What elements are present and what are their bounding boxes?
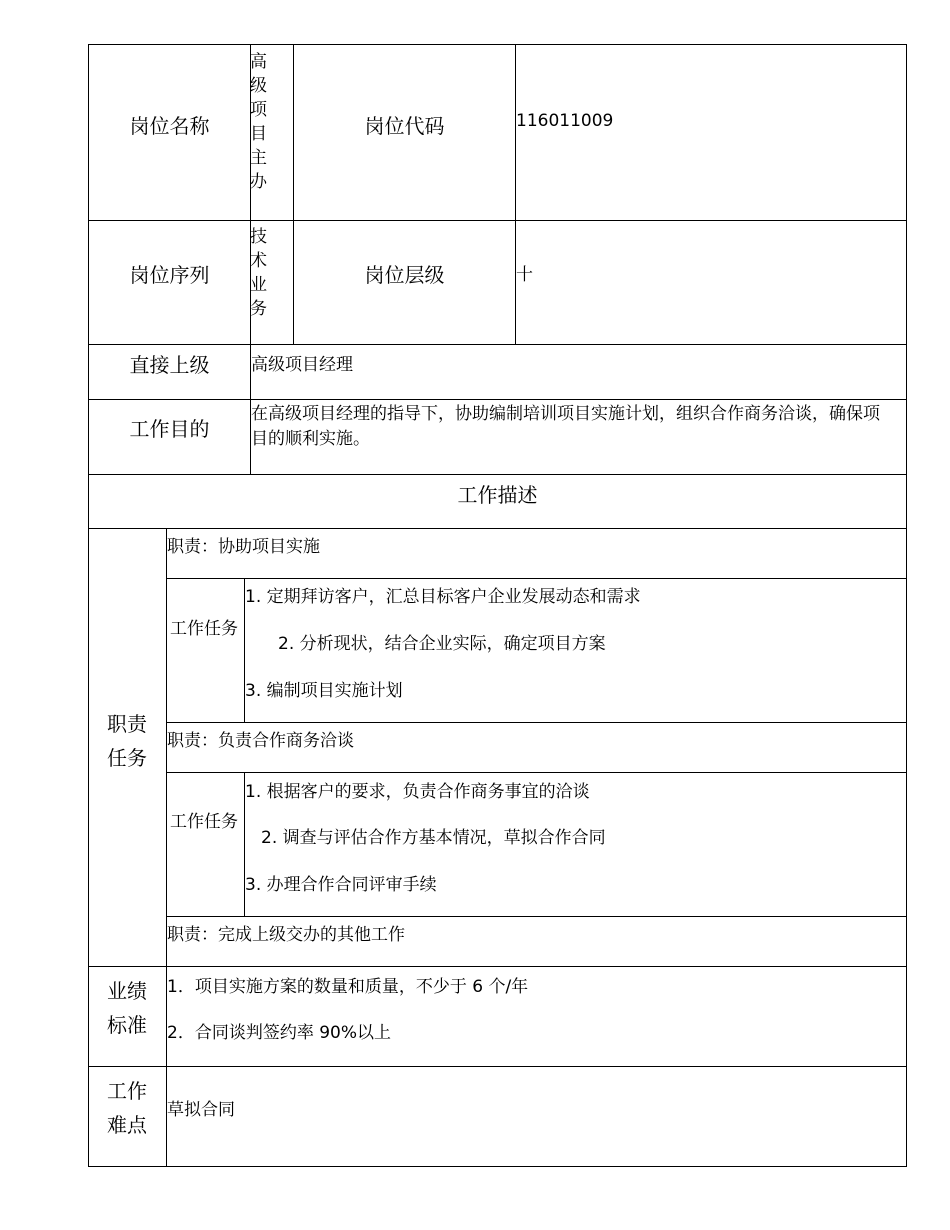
position-series-label: 岗位序列 (129, 263, 210, 287)
duty-1-title: 职责：协助项目实施 (167, 537, 320, 557)
position-name-label: 岗位名称 (129, 114, 210, 138)
duty-2-task-label: 工作任务 (170, 812, 238, 832)
position-name-value: 高级项目主办 (250, 52, 267, 192)
position-code-label: 岗位代码 (364, 114, 445, 138)
position-code-value-cell (515, 44, 907, 221)
purpose-value: 在高级项目经理的指导下，协助编制培训项目实施计划，组织合作商务洽谈，确保项目的顺利实施。 (251, 404, 880, 449)
duty-2-title: 职责：负责合作商务洽谈 (167, 731, 354, 751)
supervisor-label: 直接上级 (129, 353, 210, 377)
duty-1-task-3: 3. 编制项目实施计划 (245, 681, 403, 701)
supervisor-value: 高级项目经理 (251, 355, 353, 375)
difficulty-value: 草拟合同 (167, 1100, 235, 1120)
duty-3-title: 职责：完成上级交办的其他工作 (167, 925, 405, 945)
position-level-value: 十 (516, 265, 533, 285)
description-title: 工作描述 (457, 483, 538, 507)
position-level-label: 岗位层级 (364, 263, 445, 287)
duty-2-task-3: 3. 办理合作合同评审手续 (245, 875, 437, 895)
duty-1-task-2: 2. 分析现状，结合企业实际，确定项目方案 (278, 634, 606, 654)
duty-2-task-label-cell (166, 772, 245, 917)
position-series-value: 技术业务 (250, 227, 267, 319)
purpose-label: 工作目的 (129, 417, 210, 441)
duty-2-task-2: 2. 调查与评估合作方基本情况，草拟合作合同 (261, 828, 606, 848)
duty-1-task-1: 1. 定期拜访客户，汇总目标客户企业发展动态和需求 (245, 587, 641, 607)
performance-label: 业绩标准 (107, 979, 147, 1037)
difficulty-label: 工作难点 (107, 1079, 147, 1137)
position-level-value-cell (515, 220, 907, 345)
duties-label: 职责任务 (107, 712, 147, 770)
duty-2-task-1: 1. 根据客户的要求，负责合作商务事宜的洽谈 (245, 782, 590, 802)
duty-1-task-label-cell (166, 578, 245, 723)
performance-item-2: 2．合同谈判签约率 90%以上 (167, 1023, 392, 1043)
duty-1-task-label: 工作任务 (170, 619, 238, 639)
position-code-value: 116011009 (516, 111, 614, 131)
difficulty-value-cell (166, 1066, 907, 1167)
performance-item-1: 1．项目实施方案的数量和质量，不少于 6 个/年 (167, 977, 529, 997)
